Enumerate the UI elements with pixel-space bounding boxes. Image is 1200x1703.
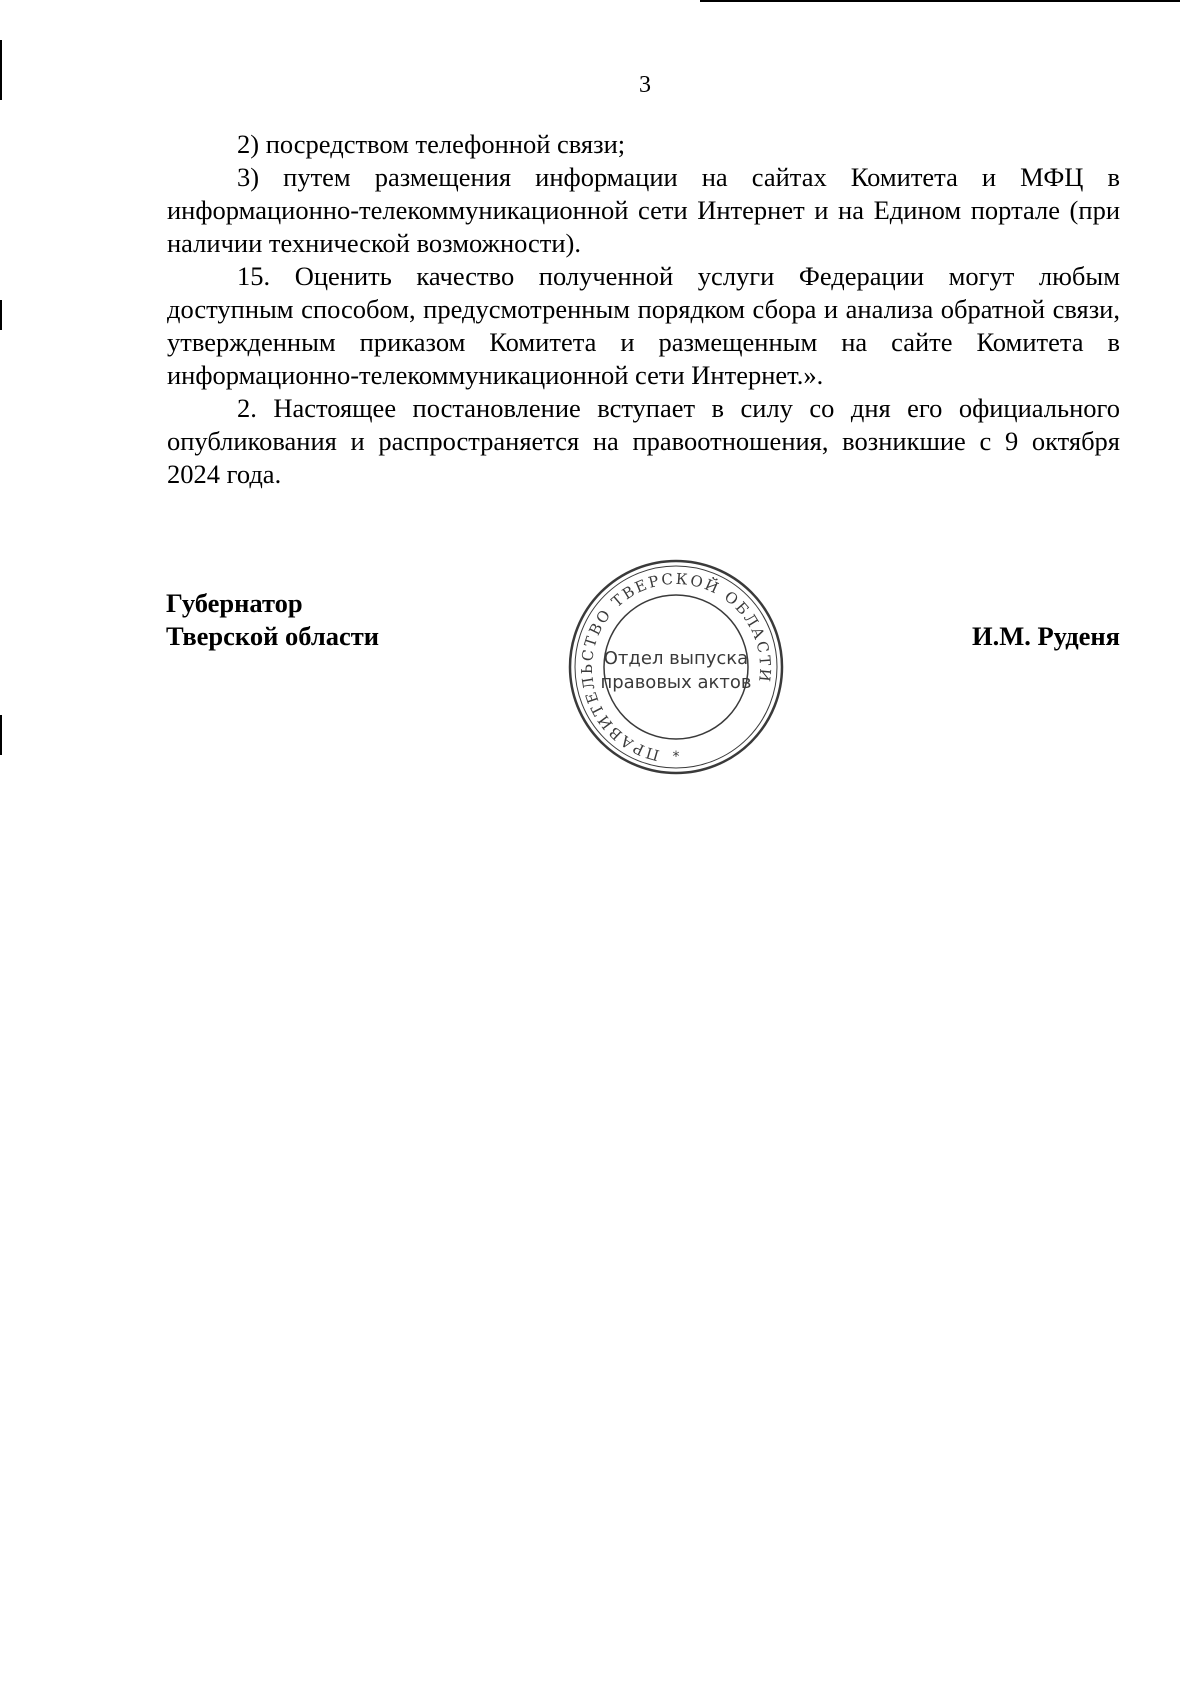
seal-ring-text: ПРАВИТЕЛЬСТВО ТВЕРСКОЙ ОБЛАСТИ xyxy=(578,569,775,765)
signatory-title xyxy=(166,587,379,653)
paragraph: 2. Настоящее постановление вступает в силу со дня его официального опубликования и распространяется на правоотношения, возникшие с 9 октября 2024 года. xyxy=(167,393,1120,489)
scan-artifact-left-edge xyxy=(0,300,2,330)
scan-artifact-left-edge xyxy=(0,715,2,755)
paragraph: 3) путем размещения информации на сайтах Комитета и МФЦ в информационно-телекоммуникационной сети Интернет и на Едином портале (при наличии технической возможности). xyxy=(167,162,1120,258)
seal-center-line: правовых актов xyxy=(600,672,752,693)
signatory-title-line: Губернатор xyxy=(166,588,303,618)
page-number: 3 xyxy=(639,72,651,98)
signatory-name: И.М. Руденя xyxy=(971,621,1120,651)
paragraph: 15. Оценить качество полученной услуги Федерации могут любым доступным способом, предусмотренным порядком сбора и анализа обратной связи, утвержденным приказом Комитета и размещенным на сайте Комитета в информационно-телекоммуникационной сети Интернет.». xyxy=(167,261,1120,390)
document-body xyxy=(167,128,1120,491)
official-seal-stamp xyxy=(566,556,786,778)
signatory-title-line: Тверской области xyxy=(166,621,379,651)
paragraph: 2) посредством телефонной связи; xyxy=(237,129,626,159)
seal-center-line: Отдел выпуска xyxy=(603,648,749,669)
seal-star: * xyxy=(672,749,680,765)
scan-artifact-top xyxy=(700,0,1180,2)
